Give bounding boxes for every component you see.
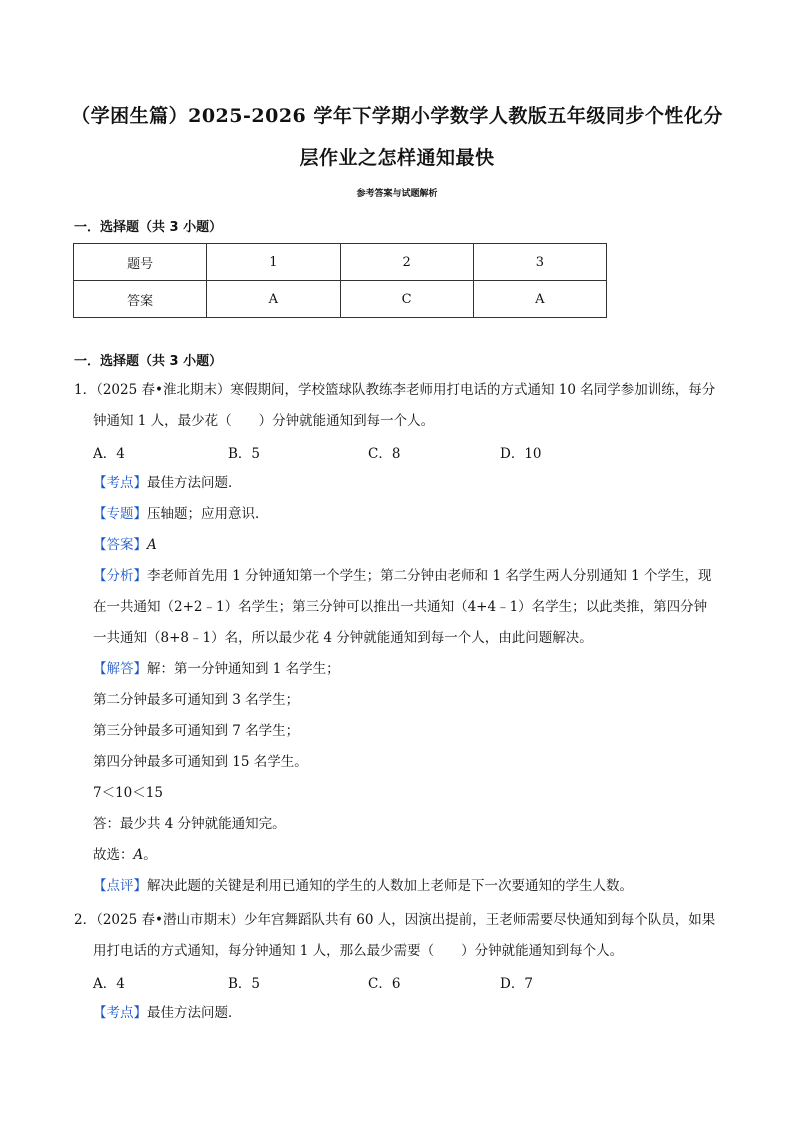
table-cell: C	[340, 281, 473, 318]
document-title-line1: （学困生篇）2025-2026 学年下学期小学数学人教版五年级同步个性化分	[71, 105, 723, 127]
section-heading-questions: 一．选择题（共 3 小题）	[74, 354, 223, 369]
q1-jieda-line7	[93, 845, 157, 865]
dianping-text: 解决此题的关键是利用已通知的学生的人数加上老师是下一次要通知的学生人数。	[147, 878, 633, 894]
answer-table-header-row	[74, 244, 607, 281]
jieda-choice-answer: A	[133, 847, 144, 863]
answer-table-answer-row	[74, 281, 607, 318]
kaodian-tag: 【考点】	[93, 475, 147, 491]
q1-fenxi-line3: 一共通知（8+8﹣1）名，所以最少花 4 分钟就能通知到每一个人，由此问题解决。	[93, 630, 593, 646]
daan-tag: 【答案】	[93, 537, 147, 553]
q1-zhuanti	[93, 504, 269, 524]
q1-kaodian	[93, 473, 242, 493]
q2-kaodian	[93, 1003, 242, 1023]
table-cell: 1	[207, 244, 340, 281]
kaodian-tag: 【考点】	[93, 1005, 147, 1021]
table-cell: A	[207, 281, 340, 318]
zhuanti-text: 压轴题；应用意识．	[147, 506, 269, 522]
q1-fenxi-line2: 在一共通知（2+2﹣1）名学生；第三分钟可以推出一共通知（4+4﹣1）名学生；以此类推，第四分钟	[93, 599, 708, 615]
fenxi-text: 李老师首先用 1 分钟通知第一个学生；第二分钟由老师和 1 名学生两人分别通知 1 个学生，现	[147, 568, 712, 584]
table-cell: A	[473, 281, 606, 318]
section-heading-answers: 一．选择题（共 3 小题）	[74, 220, 223, 235]
q1-jieda-line3: 第三分钟最多可通知到 7 名学生；	[93, 723, 300, 739]
q1-option-d: D．10	[500, 446, 542, 462]
zhuanti-tag: 【专题】	[93, 506, 147, 522]
kaodian-text: 最佳方法问题．	[147, 1005, 242, 1021]
table-cell: 题号	[74, 244, 207, 281]
q1-jieda-line1	[93, 659, 340, 679]
table-cell: 3	[473, 244, 606, 281]
q1-option-b: B．5	[228, 446, 261, 462]
q2-option-a: A．4	[93, 976, 125, 992]
dianping-tag: 【点评】	[93, 878, 147, 894]
q1-dianping	[93, 876, 633, 896]
q1-daan	[93, 535, 157, 555]
q2-option-c: C．6	[368, 976, 401, 992]
q1-option-a: A．4	[93, 446, 125, 462]
q1-fenxi-line1	[93, 566, 712, 586]
fenxi-tag: 【分析】	[93, 568, 147, 584]
kaodian-text: 最佳方法问题．	[147, 475, 242, 491]
q2-option-d: D．7	[500, 976, 533, 992]
q1-stem-line1: 1．（2025 春•淮北期末）寒假期间，学校篮球队教练李老师用打电话的方式通知 10 名同学参加训练，每分	[74, 382, 716, 398]
q2-stem-line1: 2．（2025 春•潜山市期末）少年宫舞蹈队共有 60 人，因演出提前，王老师需要尽快通知到每个队员，如果	[74, 912, 716, 928]
q1-jieda-line4: 第四分钟最多可通知到 15 名学生。	[93, 754, 308, 770]
answer-table	[73, 243, 607, 318]
q1-jieda-line6: 答：最少共 4 分钟就能通知完。	[93, 816, 286, 832]
q1-option-c: C．8	[368, 446, 401, 462]
document-subtitle: 参考答案与试题解析	[356, 189, 438, 199]
document-title-line2: 层作业之怎样通知最快	[299, 147, 495, 169]
q1-jieda-line2: 第二分钟最多可通知到 3 名学生；	[93, 692, 300, 708]
jieda-tag: 【解答】	[93, 661, 147, 677]
daan-text: A	[147, 537, 157, 553]
table-cell: 2	[340, 244, 473, 281]
q2-stem-line2: 用打电话的方式通知，每分钟通知 1 人，那么最少需要（ ）分钟就能通知到每个人。	[93, 943, 624, 959]
table-cell: 答案	[74, 281, 207, 318]
q1-jieda-line5: 7＜10＜15	[93, 785, 163, 801]
jieda-choice-prefix: 故选：	[93, 847, 134, 863]
jieda-choice-suffix: 。	[143, 847, 157, 863]
q2-option-b: B．5	[228, 976, 261, 992]
jieda-text: 解：第一分钟通知到 1 名学生；	[147, 661, 340, 677]
q1-stem-line2: 钟通知 1 人，最少花（ ）分钟就能通知到每一个人。	[93, 413, 435, 429]
